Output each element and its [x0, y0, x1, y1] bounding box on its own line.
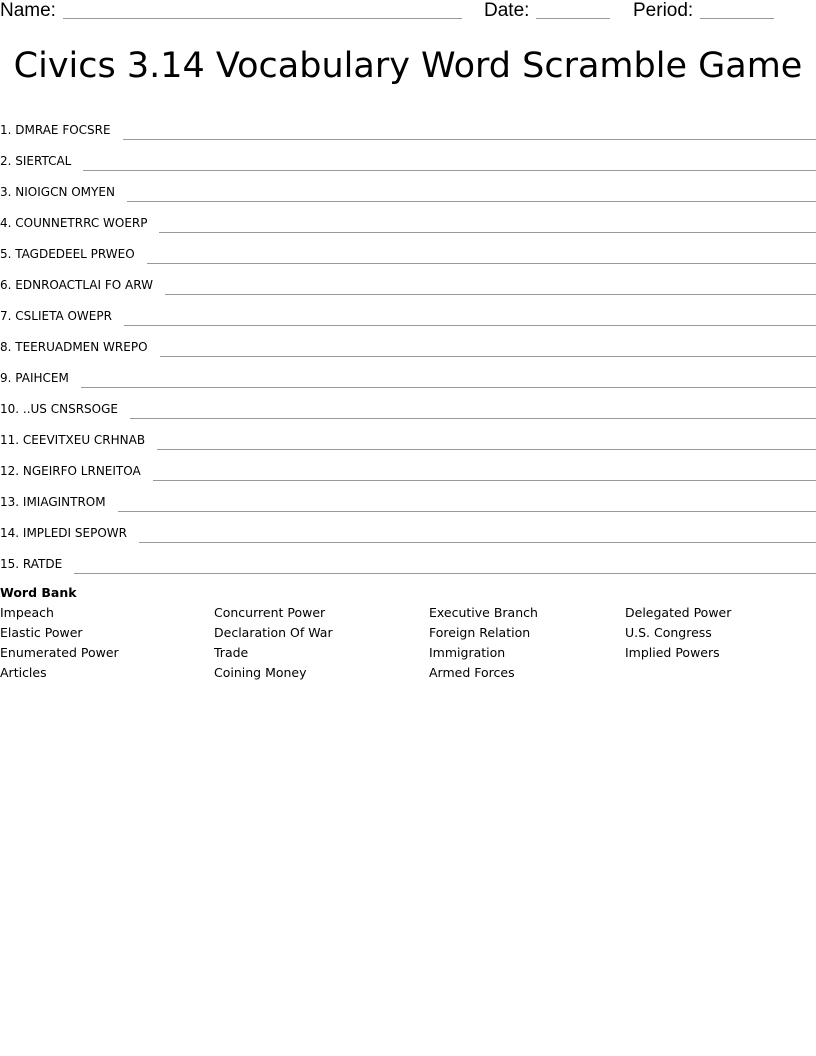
word-bank-item: Articles: [0, 665, 47, 680]
scrambled-word: 8. TEERUADMEN WREPO: [0, 340, 148, 354]
word-bank-item: Impeach: [0, 605, 54, 620]
word-bank-column: [0, 603, 200, 683]
answer-line: [118, 511, 816, 512]
word-bank-item: Immigration: [429, 645, 506, 660]
page-title: Civics 3.14 Vocabulary Word Scramble Game: [13, 46, 803, 86]
word-bank-item: Foreign Relation: [429, 625, 531, 640]
scrambled-word: 1. DMRAE FOCSRE: [0, 123, 111, 137]
answer-line: [165, 294, 816, 295]
word-bank-item: Enumerated Power: [0, 645, 119, 660]
answer-line: [147, 263, 816, 264]
word-bank-item: U.S. Congress: [625, 625, 712, 640]
scramble-item: [0, 295, 816, 326]
word-bank-column: [429, 603, 629, 683]
scrambled-word: 13. IMIAGINTROM: [0, 495, 106, 509]
scrambled-word: 6. EDNROACTLAI FO ARW: [0, 278, 153, 292]
scrambled-word: 14. IMPLEDI SEPOWR: [0, 526, 127, 540]
scrambled-word: 12. NGEIRFO LRNEITOA: [0, 464, 141, 478]
word-bank-column: [625, 603, 816, 663]
word-bank-item: Trade: [214, 645, 249, 660]
word-bank-item: Elastic Power: [0, 625, 83, 640]
answer-line: [83, 170, 816, 171]
scrambled-word: 11. CEEVITXEU CRHNAB: [0, 433, 146, 447]
worksheet-header: [0, 0, 816, 24]
scramble-item: [0, 140, 816, 171]
scrambled-word: 7. CSLIETA OWEPR: [0, 309, 112, 323]
scrambled-word: 3. NIOIGCN OMYEN: [0, 185, 115, 199]
word-bank: [0, 584, 816, 693]
scrambled-word: 9. PAIHCEM: [0, 371, 69, 385]
name-blank-line: [63, 18, 462, 19]
word-bank-item: Coining Money: [214, 665, 307, 680]
scramble-item: [0, 109, 816, 140]
answer-line: [160, 356, 816, 357]
word-bank-item: Executive Branch: [429, 605, 538, 620]
answer-line: [159, 232, 816, 233]
answer-line: [157, 449, 816, 450]
scrambled-word: 2. SIERTCAL: [0, 154, 72, 168]
scramble-list: [0, 109, 816, 574]
scramble-item: [0, 512, 816, 543]
scrambled-word: 10. ..US CNSRSOGE: [0, 402, 118, 416]
answer-line: [153, 480, 816, 481]
word-bank-column: [214, 603, 414, 683]
answer-line: [124, 325, 816, 326]
answer-line: [74, 573, 816, 574]
scramble-item: [0, 419, 816, 450]
scramble-item: [0, 171, 816, 202]
word-bank-item: Declaration Of War: [214, 625, 333, 640]
date-label: Date:: [484, 0, 530, 21]
answer-line: [123, 139, 816, 140]
answer-line: [130, 418, 816, 419]
word-bank-item: Implied Powers: [625, 645, 720, 660]
scramble-item: [0, 264, 816, 295]
word-bank-item: Delegated Power: [625, 605, 732, 620]
scramble-item: [0, 233, 816, 264]
scrambled-word: 4. COUNNETRRC WOERP: [0, 216, 148, 230]
word-bank-item: Concurrent Power: [214, 605, 326, 620]
scrambled-word: 5. TAGDEDEEL PRWEO: [0, 247, 135, 261]
answer-line: [81, 387, 816, 388]
period-label: Period:: [633, 0, 694, 21]
word-bank-item: Armed Forces: [429, 665, 515, 680]
scramble-item: [0, 388, 816, 419]
answer-line: [139, 542, 816, 543]
scramble-item: [0, 450, 816, 481]
scrambled-word: 15. RATDE: [0, 557, 63, 571]
scramble-item: [0, 481, 816, 512]
period-blank-line: [700, 18, 774, 19]
date-blank-line: [536, 18, 610, 19]
scramble-item: [0, 357, 816, 388]
answer-line: [127, 201, 816, 202]
scramble-item: [0, 326, 816, 357]
scramble-item: [0, 202, 816, 233]
name-label: Name:: [0, 0, 56, 21]
word-bank-title: Word Bank: [0, 585, 77, 600]
word-bank-grid: [0, 603, 816, 693]
scramble-item: [0, 543, 816, 574]
